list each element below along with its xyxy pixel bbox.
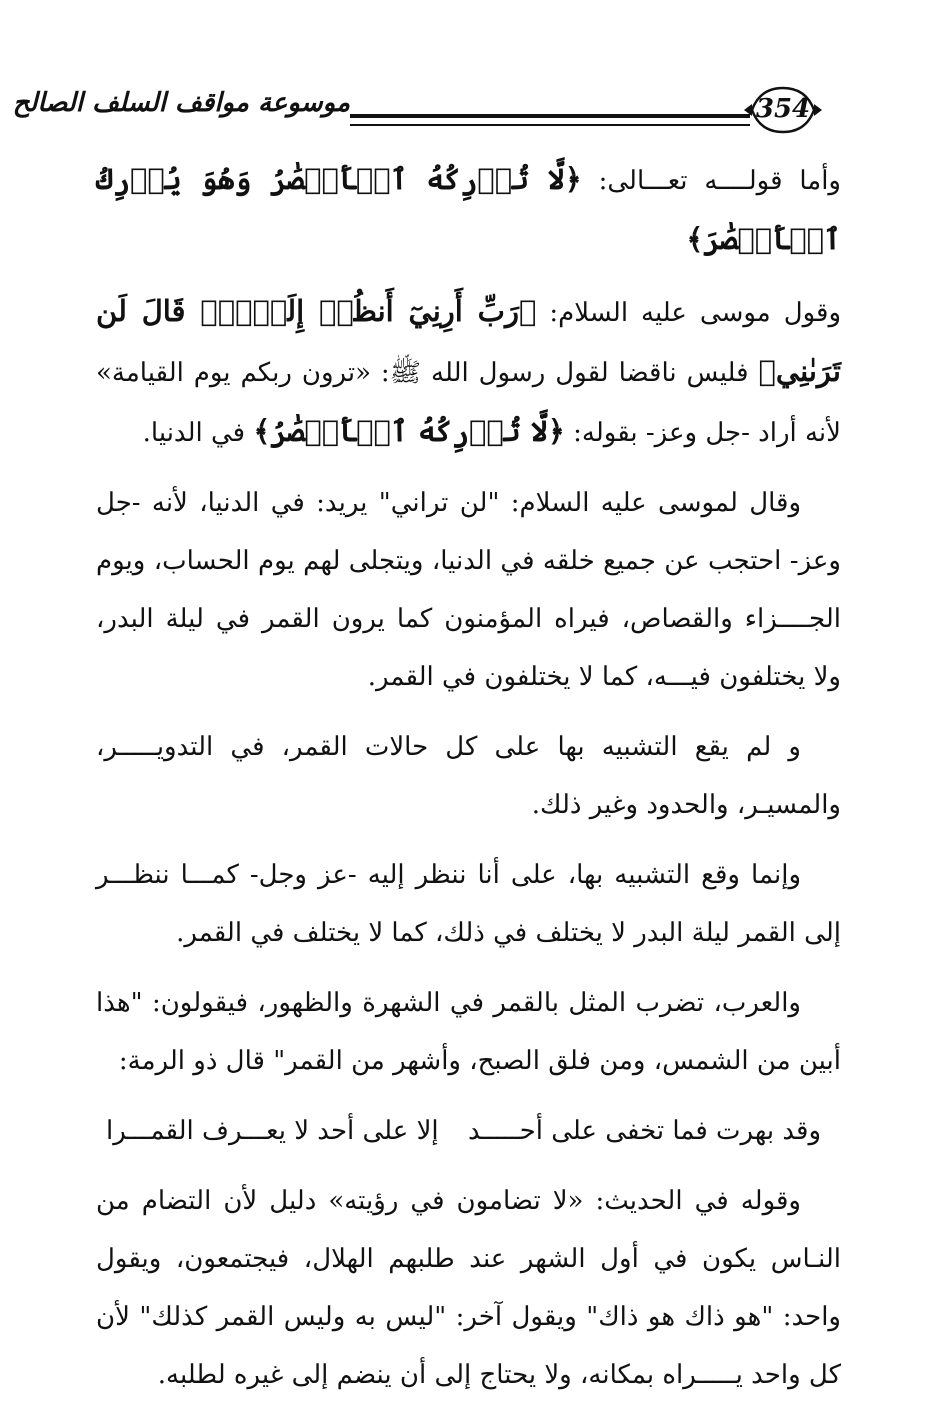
- poem-verse: [96, 1102, 841, 1160]
- paragraph-2-a: وقول موسى عليه السلام:: [536, 298, 841, 328]
- paragraph-7: وقوله في الحديث: «لا تضامون في رؤيته» دليل لأن التضام من النـاس يكون في أول الشهر عند طلبهم الهلال، فيجتمعون، ويقول واحد: "هو ذاك هو ذاك" ويقول آخر: "ليس به وليس القمر كذلك" لأن كل واحد يـــــراه بمكانه، ولا يحتاج إلى أن ينضم إلى غيره لطلبه.: [96, 1186, 841, 1390]
- poem-second-hemistich: إلا على أحد لا يعـــرف القمـــرا: [106, 1116, 439, 1146]
- header-rule-thick: [350, 114, 750, 118]
- paragraph-2-b: فليس ناقضا لقول رسول الله ﷺ: «ترون ربكم يوم القيامة» لأنه أراد -جل وعز- بقوله:: [96, 358, 841, 448]
- paragraph-2: [96, 282, 841, 462]
- header-rule-thin: [350, 124, 750, 126]
- quran-verse-2: ﴿رَبِّ أَرِنِيٓ أَنظُرۡ إِلَيۡكَۚ قَالَ لَن تَرَىٰنِي﴾: [96, 294, 841, 388]
- quran-verse-3: ﴿لَّا تُدۡرِكُهُ ٱلۡأَبۡصَٰرُ﴾: [253, 414, 565, 448]
- poem-first-hemistich: وقد بهرت فما تخفى على أحـــــد: [467, 1116, 821, 1146]
- page-body: [96, 150, 841, 1416]
- book-title: موسوعة مواقف السلف الصالح: [12, 88, 350, 118]
- paragraph-3: وقال لموسى عليه السلام: "لن تراني" يريد: في الدنيا، لأنه -جل وعز- احتجب عن جميع خلقه في الدنيا، ويتجلى لهم يوم الحساب، ويوم الجــــزاء والقصاص، فيراه المؤمنون كما يرون القمر في ليلة البدر، ولا يختلفون فيـــه، كما لا يختلفون في القمر.: [96, 488, 841, 692]
- paragraph-5: وإنما وقع التشبيه بها، على أنا ننظر إليه -عز وجل- كمـــا ننظـــر إلى القمر ليلة البدر لا يختلف في ذلك، كما لا يختلف في القمر.: [96, 860, 841, 948]
- page-number: 354: [755, 94, 811, 124]
- paragraph-4: و لم يقع التشبيه بها على كل حالات القمر، في التدويـــــر، والمسيـر، والحدود وغير ذلك.: [96, 732, 841, 820]
- quran-verse-1: ﴿لَّا تُدۡرِكُهُ ٱلۡأَبۡصَٰرُ وَهُوَ يُدۡرِكُ ٱلۡأَبۡصَٰرَ﴾: [96, 162, 841, 256]
- page-number-badge: [742, 82, 824, 138]
- paragraph-1: [96, 150, 841, 270]
- paragraph-2-c: في الدنيا.: [142, 418, 254, 448]
- page-header: [12, 82, 850, 142]
- paragraph-1-intro: وأما قولــــه تعـــالى:: [581, 166, 841, 196]
- paragraph-6: والعرب، تضرب المثل بالقمر في الشهرة والظهور، فيقولون: "هذا أبين من الشمس، ومن فلق الصبح، وأشهر من القمر" قال ذو الرمة:: [96, 988, 841, 1076]
